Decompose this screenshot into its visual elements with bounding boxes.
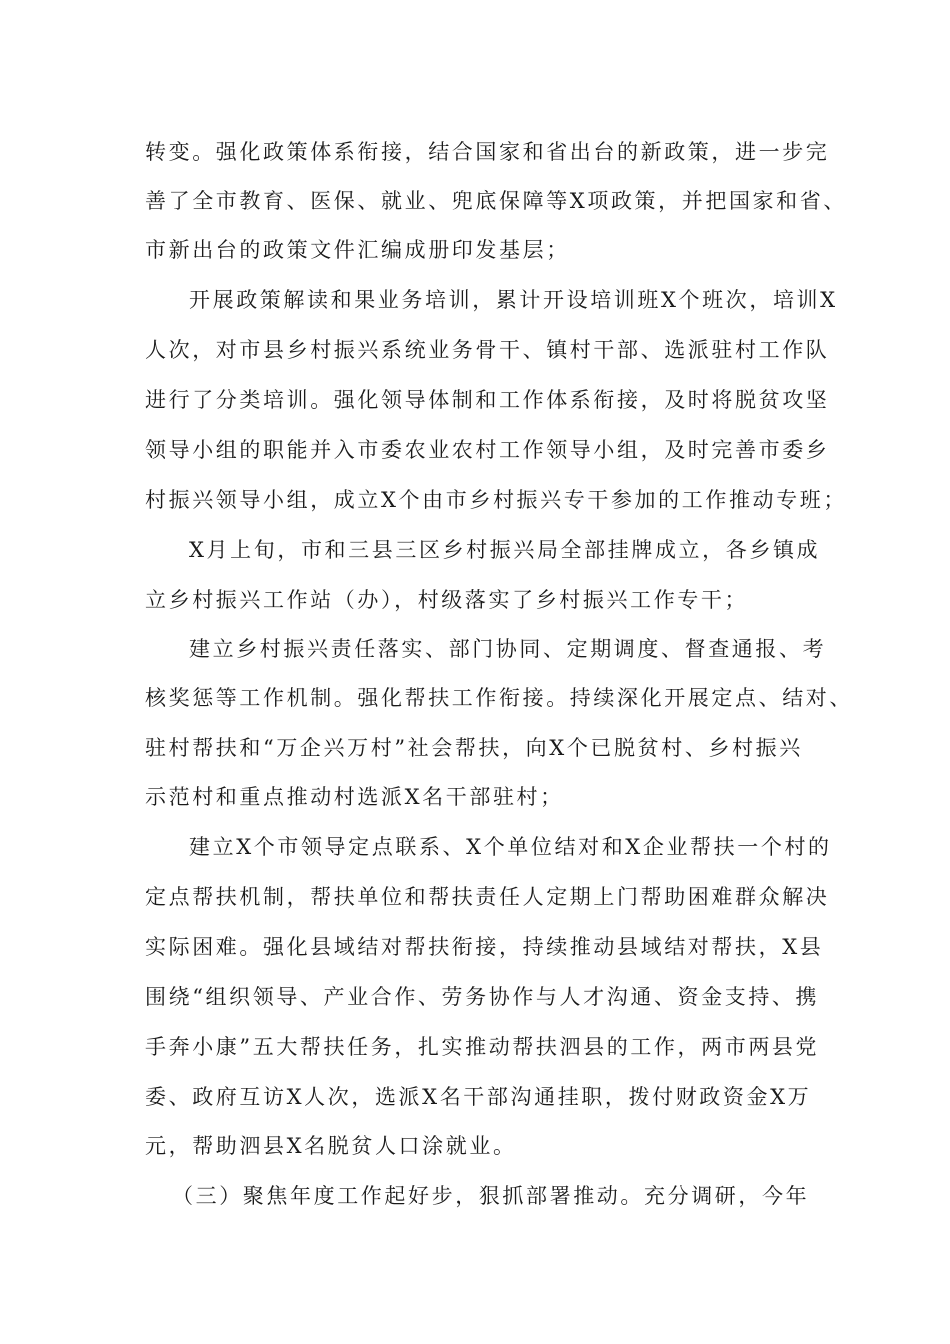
text-line: 转变。强化政策体系衔接，结合国家和省出台的新政策，进一步完 bbox=[145, 140, 830, 164]
paragraph-first-line: 开展政策解读和果业务培训，累计开设培训班X个班次，培训X bbox=[189, 288, 838, 312]
text-line: 进行了分类培训。强化领导体制和工作体系衔接，及时将脱贫攻坚 bbox=[145, 388, 830, 412]
text-line: 核奖惩等工作机制。强化帮扶工作衔接。持续深化开展定点、结对、 bbox=[145, 686, 853, 710]
text-line: 示范村和重点推动村选派X名干部驻村； bbox=[145, 785, 564, 809]
text-line: 围绕“组织领导、产业合作、劳务协作与人才沟通、资金支持、携 bbox=[145, 985, 820, 1009]
text-line: 立乡村振兴工作站（办），村级落实了乡村振兴工作专干； bbox=[145, 588, 749, 612]
text-line: 人次，对市县乡村振兴系统业务骨干、镇村干部、选派驻村工作队 bbox=[145, 338, 830, 362]
text-line: 善了全市教育、医保、就业、兜底保障等X项政策，并把国家和省、 bbox=[145, 189, 847, 213]
text-line: 实际困难。强化县域结对帮扶衔接，持续推动县域结对帮扶，X县 bbox=[145, 935, 824, 959]
text-line: 元，帮助泗县X名脱贫人口涂就业。 bbox=[145, 1134, 517, 1158]
paragraph-first-line: 建立X个市领导定点联系、X个单位结对和X企业帮扶一个村的 bbox=[189, 835, 832, 859]
text-line: 委、政府互访X人次，选派X名干部沟通挂职，拨付财政资金X万 bbox=[145, 1085, 812, 1109]
text-line: 驻村帮扶和“万企兴万村”社会帮扶，向X个已脱贫村、乡村振兴 bbox=[145, 736, 803, 760]
paragraph-first-line: 建立乡村振兴责任落实、部门协同、定期调度、督查通报、考 bbox=[189, 637, 827, 661]
text-line: 定点帮扶机制，帮扶单位和帮扶责任人定期上门帮助困难群众解决 bbox=[145, 885, 830, 909]
paragraph-first-line: X月上旬，市和三县三区乡村振兴局全部挂牌成立，各乡镇成 bbox=[189, 538, 821, 562]
text-line: 市新出台的政策文件汇编成册印发基层； bbox=[145, 238, 570, 262]
section-heading-line: （三）聚焦年度工作起好步，狠抓部署推动。充分调研，今年 bbox=[172, 1184, 810, 1208]
text-line: 领导小组的职能并入市委农业农村工作领导小组，及时完善市委乡 bbox=[145, 438, 830, 462]
text-line: 村振兴领导小组，成立X个由市乡村振兴专干参加的工作推动专班； bbox=[145, 488, 847, 512]
text-line: 手奔小康”五大帮扶任务，扎实推动帮扶泗县的工作，两市两县党 bbox=[145, 1035, 820, 1059]
